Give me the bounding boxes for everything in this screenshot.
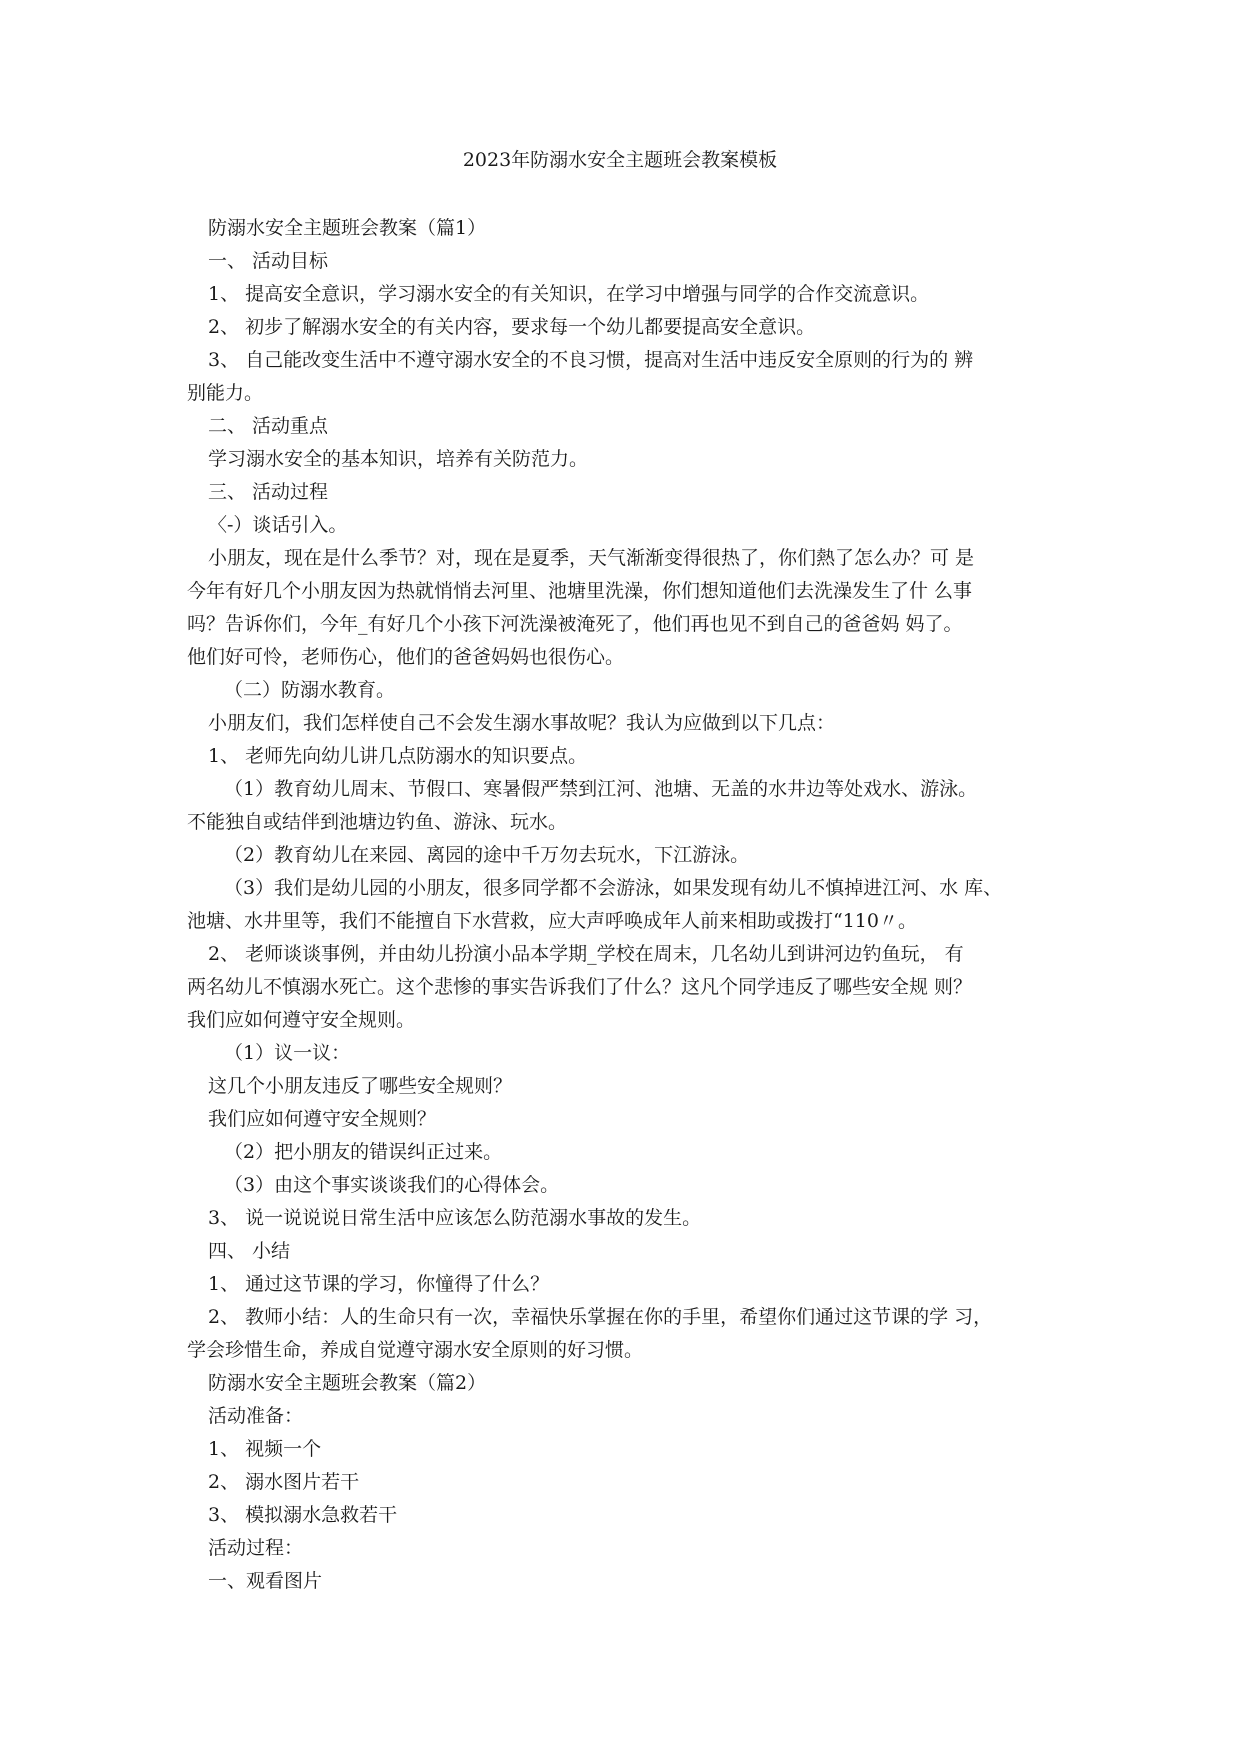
paragraph-line: （3）由这个事实谈谈我们的心得体会。 — [224, 1174, 560, 1196]
paragraph-line: 2、 初步了解溺水安全的有关内容，要求每一个幼儿都要提高安全意识。 — [208, 316, 816, 338]
paragraph-line: 二、 活动重点 — [208, 415, 329, 437]
paragraph-line: 活动准备： — [208, 1405, 304, 1427]
paragraph-line: 他们好可怜，老师伤心，他们的爸爸妈妈也很伤心。 — [187, 646, 625, 668]
paragraph-line: 2、 教师小结：人的生命只有一次，幸福快乐掌握在你的手里，希望你们通过这节课的学 习， — [208, 1306, 993, 1328]
paragraph-line: 2、 老师谈谈事例，并由幼儿扮演小品本学期_学校在周末，几名幼儿到讲河边钓鱼玩， 有 — [208, 943, 964, 965]
paragraph-line: 两名幼儿不慎溺水死亡。这个悲惨的事实告诉我们了什么？这凡个同学违反了哪些安全规 则？ — [187, 976, 973, 998]
document-title: 2023年防溺水安全主题班会教案模板 — [462, 149, 778, 171]
paragraph-line: 2、 溺水图片若干 — [208, 1471, 360, 1493]
paragraph-line: 今年有好几个小朋友因为热就悄悄去河里、池塘里洗澡，你们想知道他们去洗澡发生了什 么事 — [187, 580, 973, 602]
paragraph-line: 小朋友，现在是什么季节？对，现在是夏季，天气渐渐变得很热了，你们熱了怎么办？可 是 — [208, 547, 975, 569]
paragraph-line: 小朋友们，我们怎样使自己不会发生溺水事故呢？我认为应做到以下几点： — [208, 712, 836, 734]
paragraph-line: 这几个小朋友违反了哪些安全规则？ — [208, 1075, 513, 1097]
document-body — [187, 212, 1067, 1598]
paragraph-line: 1、 提高安全意识，学习溺水安全的有关知识，在学习中增强与同学的合作交流意识。 — [208, 283, 930, 305]
paragraph-line: 1、 老师先向幼儿讲几点防溺水的知识要点。 — [208, 745, 588, 767]
paragraph-line: 防溺水安全主题班会教案（篇2） — [208, 1372, 487, 1394]
paragraph-line: （1）议一议： — [224, 1042, 351, 1064]
paragraph-line: （2）把小朋友的错误纠正过来。 — [224, 1141, 503, 1163]
paragraph-line: 1、 通过这节课的学习，你憧得了什么？ — [208, 1273, 550, 1295]
paragraph-line: 不能独自或结伴到池塘边钓鱼、游泳、玩水。 — [187, 811, 568, 833]
paragraph-line: 3、 自己能改变生活中不遵守溺水安全的不良习惯，提高对生活中违反安全原则的行为的 辨 — [208, 349, 974, 371]
paragraph-line: 吗？告诉你们，今年_有好几个小孩下河洗澡被淹死了，他们再也见不到自己的爸爸妈 妈了。 — [187, 613, 963, 635]
paragraph-line: 活动过程： — [208, 1537, 304, 1559]
paragraph-line: 四、 小结 — [208, 1240, 291, 1262]
paragraph-line: 一、 活动目标 — [208, 250, 329, 272]
paragraph-line: 别能力。 — [187, 382, 264, 404]
paragraph-line: （3）我们是幼儿园的小朋友，很多同学都不会游泳，如果发现有幼儿不慎掉进江河、水 库、 — [224, 877, 1003, 899]
paragraph-line: （1）教育幼儿周末、节假口、寒暑假严禁到江河、池塘、无盖的水井边等处戏水、游泳。 — [224, 778, 978, 800]
paragraph-line: 3、 模拟溺水急救若干 — [208, 1504, 398, 1526]
paragraph-line: 防溺水安全主题班会教案（篇1） — [208, 217, 487, 239]
paragraph-line: 一、观看图片 — [208, 1570, 323, 1592]
paragraph-line: 我们应如何遵守安全规则。 — [187, 1009, 416, 1031]
paragraph-line: 〈-）谈话引入。 — [208, 514, 348, 536]
paragraph-line: 池塘、水井里等，我们不能擅自下水营救，应大声呼唤成年人前来相助或拨打“110〃。 — [187, 910, 917, 932]
paragraph-line: 我们应如何遵守安全规则？ — [208, 1108, 437, 1130]
paragraph-line: 三、 活动过程 — [208, 481, 329, 503]
paragraph-line: 学会珍惜生命，养成自觉遵守溺水安全原则的好习惯。 — [187, 1339, 644, 1361]
paragraph-line: （二）防溺水教育。 — [224, 679, 396, 701]
paragraph-line: 3、 说一说说说日常生活中应该怎么防范溺水事故的发生。 — [208, 1207, 702, 1229]
paragraph-line: （2）教育幼儿在来园、离园的途中千万勿去玩水，下江游泳。 — [224, 844, 750, 866]
paragraph-line: 1、 视频一个 — [208, 1438, 322, 1460]
paragraph-line: 学习溺水安全的基本知识，培养有关防范力。 — [208, 448, 589, 470]
